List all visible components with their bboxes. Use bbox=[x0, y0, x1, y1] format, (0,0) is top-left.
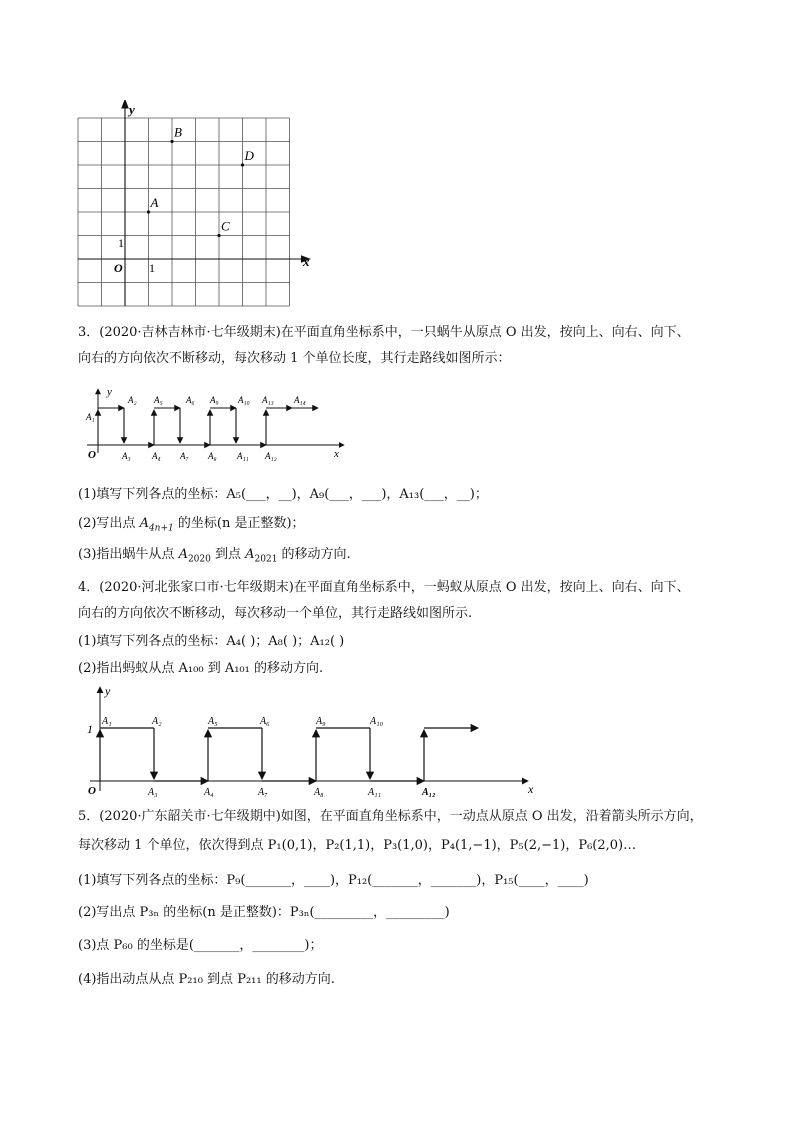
snail-bottom-label: A₇ bbox=[180, 451, 189, 461]
snail-bottom-label: A₃ bbox=[122, 451, 131, 461]
q3-stem-line2: 向右的方向依次不断移动，每次移动 1 个单位长度，其行走路线如图所示： bbox=[78, 351, 511, 366]
grid-y-arrow bbox=[122, 100, 128, 108]
grid-unit-y-label: 1 bbox=[118, 236, 124, 250]
grid-unit-x-label: 1 bbox=[149, 261, 155, 275]
grid-point-D bbox=[241, 163, 244, 166]
snail-top-label: A₁₀ bbox=[238, 395, 250, 405]
q5-sub4: (4)指出动点从点 P₂₁₀ 到点 P₂₁₁ 的移动方向. bbox=[78, 972, 335, 987]
ant-bottom-label: A₈ bbox=[314, 787, 324, 798]
grid-point-C bbox=[217, 234, 220, 237]
snail-top-label: A₅ bbox=[154, 395, 163, 405]
coordinate-grid-figure bbox=[70, 100, 330, 315]
q5-stem-line1: 5．(2020·广东韶关市·七年级期中)如图，在平面直角坐标系中，一动点从原点 O 出发，沿着箭头所示方向， bbox=[78, 809, 703, 824]
ant-bottom-label: A₁₁ bbox=[368, 787, 382, 798]
q5-sub1: (1)填写下列各点的坐标：P₉(_______，____)，P₁₂(_______，_______)，P₁₅(____，____) bbox=[78, 873, 589, 888]
grid-point-label-D: D bbox=[244, 148, 254, 163]
snail-bottom-label: A₄ bbox=[152, 451, 161, 461]
ant-bottom-label: A₃ bbox=[148, 787, 158, 798]
ant-bottom-label: A₁₂ bbox=[422, 787, 436, 798]
snail-x-axis-label: x bbox=[334, 448, 339, 460]
ant-y-axis-label: y bbox=[105, 684, 111, 698]
q5-stem-line2: 每次移动 1 个单位，依次得到点 P₁(0,1)，P₂(1,1)，P₃(1,0)，P₄(1,−1)，P₅(2,−1)，P₆(2,0)… bbox=[78, 838, 637, 853]
q3-sub3: (3)指出蜗牛从点 $A_{2020}$ 到点 $A_{2021}$ 的移动方向. bbox=[78, 547, 351, 565]
snail-path-figure bbox=[82, 383, 352, 463]
ant-top-label: A₅ bbox=[208, 716, 218, 727]
snail-bottom-label: A₈ bbox=[208, 451, 217, 461]
q4-sub2: (2)指出蚂蚁从点 A₁₀₀ 到 A₁₀₁ 的移动方向. bbox=[78, 661, 324, 676]
grid-point-label-A: A bbox=[150, 195, 159, 210]
snail-top-label: A₂ bbox=[128, 395, 137, 405]
grid-point-label-B: B bbox=[174, 124, 182, 140]
ant-bottom-label: A₄ bbox=[204, 787, 214, 798]
grid-y-axis-label: y bbox=[129, 102, 135, 117]
snail-top-label: A₁₃ bbox=[262, 395, 274, 405]
ant-top-label: A₉ bbox=[316, 716, 326, 727]
snail-top-label: A₁ bbox=[86, 412, 95, 422]
ant-unit-label: 1 bbox=[87, 722, 93, 736]
grid-x-axis-label: x bbox=[303, 254, 310, 269]
snail-top-label: A₁₄ bbox=[294, 395, 306, 405]
grid-point-A bbox=[147, 210, 150, 213]
ant-top-label: A₂ bbox=[152, 716, 162, 727]
snail-y-axis-label: y bbox=[107, 386, 112, 398]
ant-path-figure bbox=[82, 683, 542, 801]
snail-bottom-label: A₁₂ bbox=[265, 451, 277, 461]
q3-sub1: (1)填写下列各点的坐标：A₅(___，__)，A₉(___，___)，A₁₃(___，__)； bbox=[78, 487, 488, 502]
grid-point-label-C: C bbox=[221, 218, 230, 234]
grid-origin-label: O bbox=[114, 261, 123, 275]
ant-origin-label: O bbox=[88, 785, 96, 797]
ant-top-label: A₆ bbox=[260, 716, 270, 727]
q4-sub1: (1)填写下列各点的坐标：A₄( )；A₈( )；A₁₂( ) bbox=[78, 634, 345, 649]
snail-top-label: A₆ bbox=[186, 395, 195, 405]
q5-sub3: (3)点 P₆₀ 的坐标是(_______，________)； bbox=[78, 938, 323, 953]
q3-sub2: (2)写出点 $A_{4n+1}$ 的坐标(n 是正整数)； bbox=[78, 516, 305, 534]
q3-stem-line1: 3．(2020·吉林吉林市·七年级期末)在平面直角坐标系中，一只蜗牛从原点 O 出发，按向上、向右、向下、 bbox=[78, 325, 690, 340]
ant-top-label: A₁ bbox=[102, 716, 112, 727]
snail-origin-label: O bbox=[88, 449, 96, 461]
ant-top-label: A₁₀ bbox=[370, 716, 384, 727]
snail-top-label: A₉ bbox=[210, 395, 219, 405]
q5-sub2: (2)写出点 P₃ₙ 的坐标(n 是正整数)：P₃ₙ(_________，_________) bbox=[78, 905, 450, 920]
q4-stem-line1: 4．(2020·河北张家口市·七年级期末)在平面直角坐标系中，一蚂蚁从原点 O 出发，按向上、向右、向下、 bbox=[78, 580, 690, 595]
grid-point-B bbox=[170, 140, 173, 143]
q4-stem-line2: 向右的方向依次不断移动，每次移动一个单位，其行走路线如图所示. bbox=[78, 606, 473, 621]
snail-bottom-label: A₁₁ bbox=[237, 451, 249, 461]
ant-x-axis-label: x bbox=[528, 782, 534, 796]
ant-bottom-label: A₇ bbox=[258, 787, 268, 798]
